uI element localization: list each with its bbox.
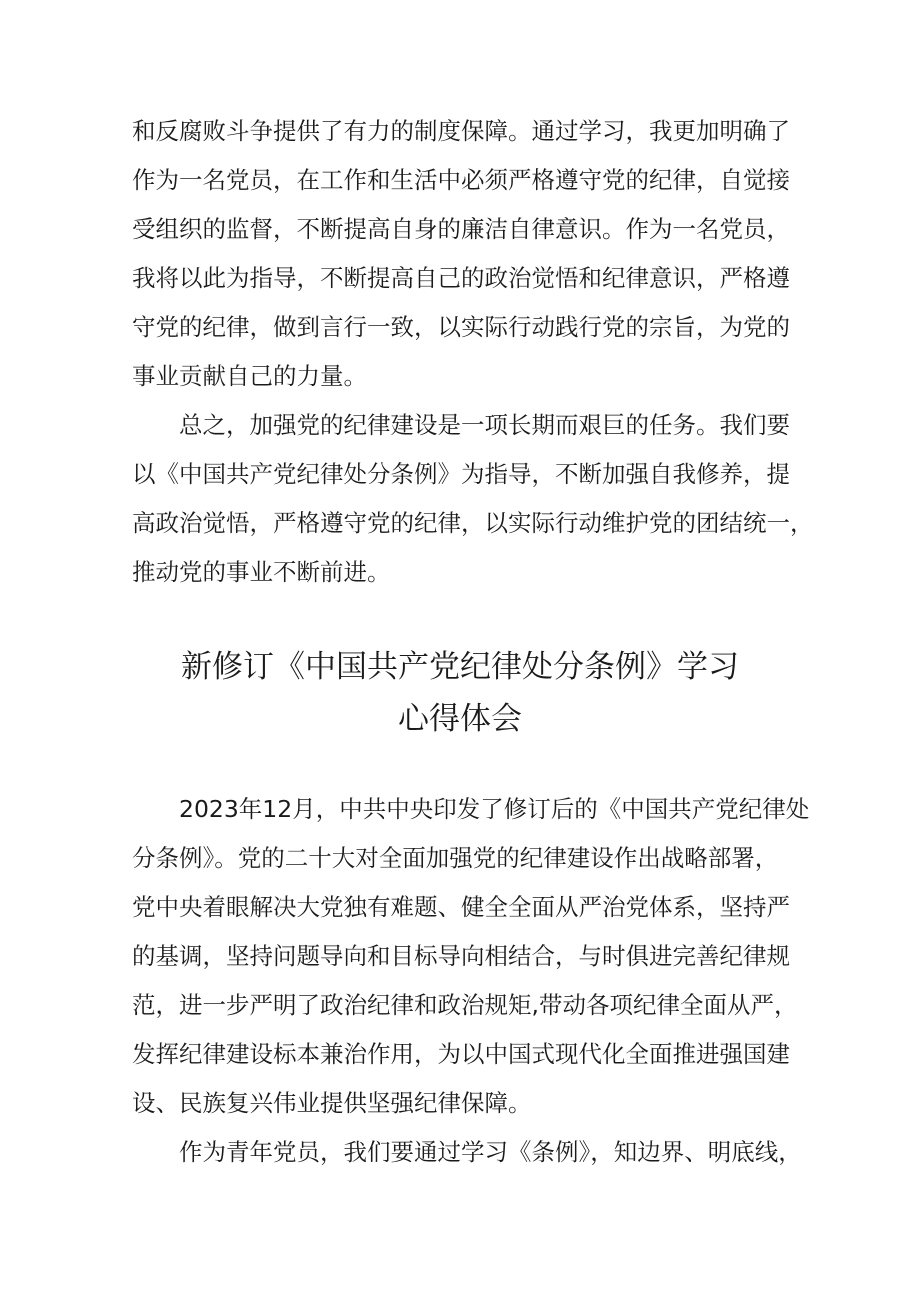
text-line: 和反腐败斗争提供了有力的制度保障。通过学习，我更加明确了 bbox=[132, 117, 790, 145]
text-line: 发挥纪律建设标本兼治作用，为以中国式现代化全面推进强国建 bbox=[132, 1040, 790, 1068]
text-line: 事业贡献自己的力量。 bbox=[132, 362, 367, 390]
text-line: 我将以此为指导，不断提高自己的政治觉悟和纪律意识，严格遵 bbox=[132, 264, 790, 292]
article-body bbox=[132, 785, 810, 1177]
text-line: 党中央着眼解决大党独有难题、健全全面从严治党体系，坚持严 bbox=[132, 893, 790, 921]
text-line: 范，进一步严明了政治纪律和政治规矩,带动各项纪律全面从严， bbox=[132, 991, 798, 1019]
text-line: 受组织的监督，不断提高自身的廉洁自律意识。作为一名党员， bbox=[132, 215, 790, 243]
article-title-line-1: 新修订《中国共产党纪律处分条例》学习 bbox=[181, 649, 739, 685]
text-line: 作为一名党员，在工作和生活中必须严格遵守党的纪律，自觉接 bbox=[132, 166, 790, 194]
text-line: 推动党的事业不断前进。 bbox=[132, 558, 391, 586]
text-line: 守党的纪律，做到言行一致，以实际行动践行党的宗旨，为党的 bbox=[132, 313, 790, 341]
previous-article-continuation bbox=[132, 107, 814, 597]
text-line: 以《中国共产党纪律处分条例》为指导，不断加强自我修养，提 bbox=[132, 460, 790, 488]
article-title-line-2: 心得体会 bbox=[398, 701, 522, 737]
text-line: 的基调，坚持问题导向和目标导向相结合，与时俱进完善纪律规 bbox=[132, 942, 790, 970]
text-line: 高政治觉悟，严格遵守党的纪律，以实际行动维护党的团结统一， bbox=[132, 509, 814, 537]
text-line: 设、民族复兴伟业提供坚强纪律保障。 bbox=[132, 1089, 532, 1117]
body-paragraph bbox=[132, 1128, 802, 1177]
body-paragraph bbox=[132, 401, 814, 597]
text-line: 作为青年党员，我们要通过学习《条例》，知边界、明底线， bbox=[179, 1138, 802, 1166]
body-paragraph bbox=[132, 107, 802, 401]
text-line: 总之，加强党的纪律建设是一项长期而艰巨的任务。我们要 bbox=[179, 411, 790, 439]
body-paragraph bbox=[132, 785, 810, 1128]
text-line: 分条例》。党的二十大对全面加强党的纪律建设作出战略部署， bbox=[132, 844, 779, 872]
text-line: 2023年12月，中共中央印发了修订后的《中国共产党纪律处 bbox=[179, 795, 810, 823]
